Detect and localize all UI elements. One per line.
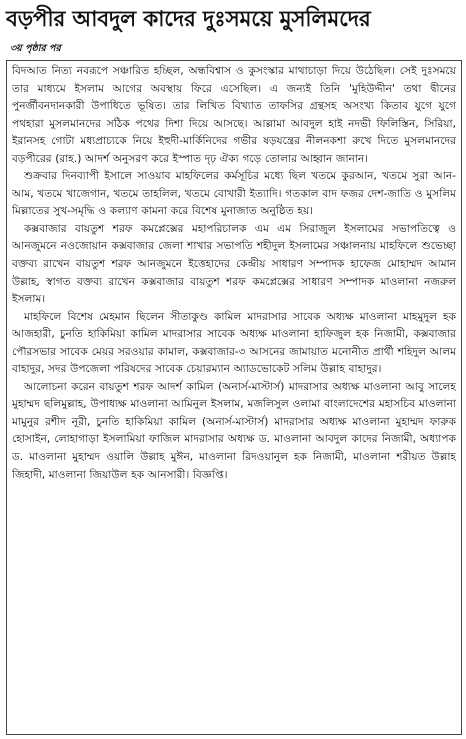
headline: বড়পীর আবদুল কাদের দুঃসময়ে মুসলিমদের [6, 7, 371, 32]
article-paragraph-5: আলোচনা করেন বায়তুশ শরফ আদর্শ কামিল (অনার্স-মাস্টার্স) মাদরাসার অধ্যক্ষ মাওলানা আবু সালেহ মুহাম্মদ ছলিমুল্লাহ, উপাধ্যক্ষ মাওলানা আমিনুল ইসলাম, মজলিসুল ওলামা বাংলাদেশের মহাসচিব মাওলানা মামুনুর রশীদ নূরী, চুনতি হাকিমিয়া কামিল (অনার্স-মাস্টার্স) মাদরাসার অধ্যক্ষ মাওলানা মুহাম্মদ ফারুক হোসাইন, লোহাগাড়া ইসলামিয়া ফাজিল মাদরাসার অধ্যক্ষ ড. মাওলানা আবদুল কাদের নিজামী, অধ্যাপক ড. মাওলানা মুহাম্মদ ওয়ালি উল্লাহ মুঈন, মাওলানা রিদওয়ানুল হক নিজামী, মাওলানা শরীয়ত উল্লাহ জিহাদী, মাওলানা জিয়াউল হক আনসারী। বিজ্ঞপ্তি। [12, 380, 456, 481]
article-paragraph-2: শুক্রবার দিনব্যাপী ইসালে সাওয়াব মাহফিলের কর্মসূচির মধ্যে ছিল খতমে কুরআন, খতমে সুরা আন-আম, খতমে খাজেগান, খতমে তাহলিল, খতমে বোখারী ইত্যাদি। গতকাল বাদ ফজর দেশ-জাতি ও মুসলিম মিল্লাতের সুখ-সমৃদ্ধি ও কল্যাণ কামনা করে বিশেষ মুনাজাত অনুষ্ঠিত হয়। [12, 170, 456, 218]
article-paragraph-4: মাহফিলে বিশেষ মেহমান ছিলেন সীতাকুণ্ড কামিল মাদরাসার সাবেক অধ্যক্ষ মাওলানা মাহমুদুল হক আজহারী, চুনতি হাকিমিয়া কামিল মাদরাসার সাবেক অধ্যক্ষ মাওলানা হাফিজুল হক নিজামী, কক্সবাজার পৌরসভার সাবেক মেয়র সরওয়ার কামাল, কক্সবাজার-৩ আসনের জামায়াত মনোনীত প্রার্থী শহিদুল আলম বাহাদুর, সদর উপজেলা পরিষদের সাবেক চেয়ারম্যান অ্যাডভোকেট সলিম উল্লাহ বাহাদুর। [12, 310, 456, 376]
continued-from-label: ৩য় পৃষ্ঠার পর [10, 43, 61, 54]
article-paragraph-3: কক্সবাজার বায়তুশ শরফ কমপ্লেক্সের মহাপরিচালক এম এম সিরাজুল ইসলামের সভাপতিত্বে ও আনজুমনে নওজোয়ান কক্সবাজার জেলা শাখার সভাপতি শহীদুল ইসলামের সঞ্চালনায় মাহফিলে শুভেচ্ছা বক্তব্য রাখেন বায়তুশ শরফ আনজুমনে ইত্তেহাদের কেন্দ্রীয় সাধারণ সম্পাদক হাফেজ মোহাম্মদ আমান উল্লাহ, স্বাগত বক্তব্য রাখেন কক্সবাজার বায়তুশ শরফ কমপ্লেক্সের সাধারণ সম্পাদক মাওলানা নজরুল ইসলাম। [12, 222, 456, 306]
article-body [6, 60, 462, 735]
article-paragraph-1: বিদআত নিত্য নবরূপে সঞ্চারিত হচ্ছিল, অন্ধবিশ্বাস ও কুসংস্কার মাথাচাড়া দিয়ে উঠেছিল। সেই দুঃসময়ে তার মাধ্যমে ইসলাম আগের অবস্থায় ফিরে এসেছিল। এ জন্যই তিনি 'মুহিউদ্দীন' তথা দ্বীনের পুনর্জীবনদানকারী উপাধিতে ভূষিত। তার লিখিত বিখ্যাত তাফসির গ্রন্থসহ অসংখ্য কিতাব যুগে যুগে পথহারা মুসলমানদের সঠিক পথের দিশা দিয়ে আসছে। আল্লামা আবদুল হাই নদভী ফিলিস্তিন, সিরিয়া, ইরানসহ গোটা মধ্যপ্রাচ্যকে নিয়ে ইহুদী-মার্কিনিদের গভীর ষড়যন্ত্রের নীলনকশা রুখে দিতে মুসলমানদের বড়পীরের (রাহ.) আদর্শ অনুসরণ করে ইস্পাত দৃঢ় ঐক্য গড়ে তোলার আহ্বান জানান। [12, 65, 456, 165]
